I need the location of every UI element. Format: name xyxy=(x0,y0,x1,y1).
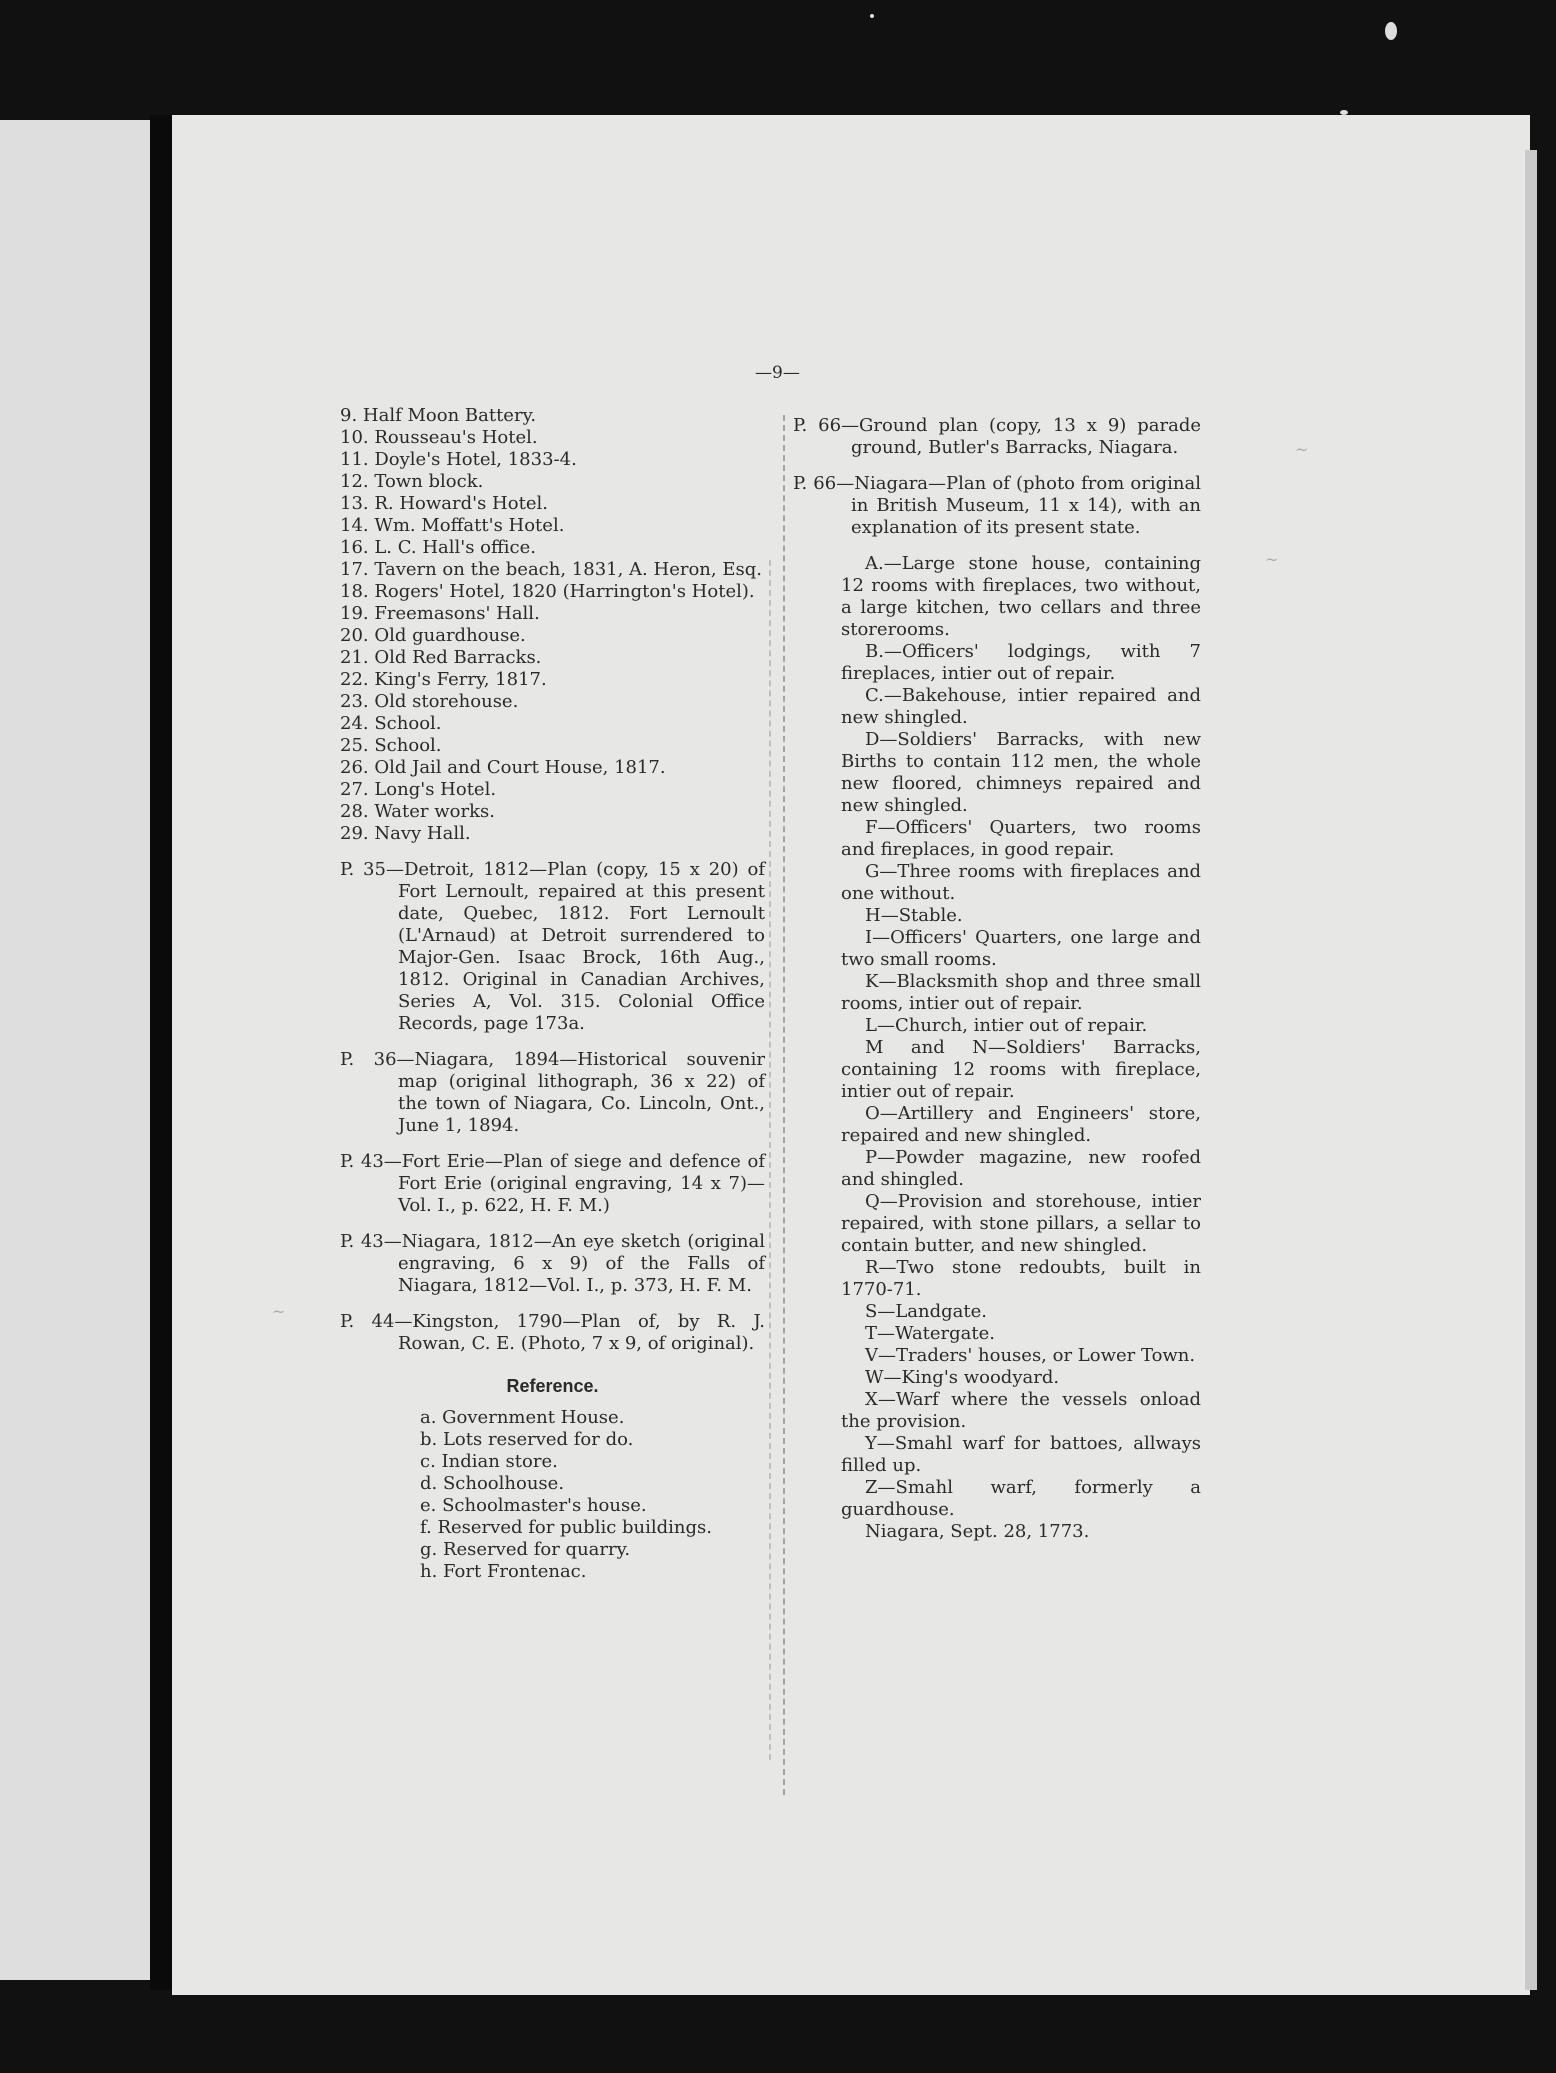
list-item: 10. Rousseau's Hotel. xyxy=(340,427,538,448)
legend-item: S—Landgate. xyxy=(865,1301,987,1322)
plan-legend xyxy=(793,553,1201,1521)
list-item: 16. L. C. Hall's office. xyxy=(340,537,537,558)
reference-item: h. Fort Frontenac. xyxy=(420,1561,587,1582)
list-item: 28. Water works. xyxy=(340,801,495,822)
list-item: 9. Half Moon Battery. xyxy=(340,405,537,426)
legend-item: M and N—Soldiers' Barracks, containing 12 rooms with fireplace, intier out of repair. xyxy=(841,1037,1201,1102)
pencil-note: ~ xyxy=(1265,550,1279,569)
legend-item: T—Watergate. xyxy=(865,1323,996,1344)
pencil-note: ~ xyxy=(272,1302,286,1321)
legend-item: Z—Smahl warf, formerly a guardhouse. xyxy=(841,1477,1201,1520)
legend-item: W—King's woodyard. xyxy=(865,1367,1060,1388)
list-item: 29. Navy Hall. xyxy=(340,823,471,844)
legend-item: O—Artillery and Engineers' store, repaired and new shingled. xyxy=(841,1103,1201,1146)
reference-list xyxy=(340,1407,765,1583)
closing-date: Niagara, Sept. 28, 1773. xyxy=(865,1521,1090,1542)
list-item: 27. Long's Hotel. xyxy=(340,779,497,800)
list-item: 21. Old Red Barracks. xyxy=(340,647,542,668)
legend-item: A.—Large stone house, containing 12 rooms with fireplaces, two without, a large kitchen, two cellars and three storerooms. xyxy=(841,553,1201,640)
book-gutter xyxy=(150,115,172,1990)
map-entries xyxy=(793,415,1201,539)
column-divider xyxy=(783,415,785,1795)
list-item: 23. Old storehouse. xyxy=(340,691,519,712)
catalog-entry: P. 35—Detroit, 1812—Plan (copy, 15 x 20) of Fort Lernoult, repaired at this present date, Quebec, 1812. Fort Lernoult (L'Arnaud) at Detroit surrendered to Major-Gen. Isaac Brock, 16th Aug., 1812. Original in Canadian Archives, Series A, Vol. 315. Colonial Office Records, page 173a. xyxy=(340,859,765,1034)
catalog-entry: P. 66—Ground plan (copy, 13 x 9) parade ground, Butler's Barracks, Niagara. xyxy=(793,415,1201,458)
catalog-entry: P. 43—Niagara, 1812—An eye sketch (original engraving, 6 x 9) of the Falls of Niagara, 1812—Vol. I., p. 373, H. F. M. xyxy=(340,1231,765,1296)
legend-item: Q—Provision and storehouse, intier repaired, with stone pillars, a sellar to contain butter, and new shingled. xyxy=(841,1191,1201,1256)
pencil-note: ~ xyxy=(1295,440,1309,459)
list-item: 18. Rogers' Hotel, 1820 (Harrington's Hotel). xyxy=(340,581,755,602)
column-divider xyxy=(769,560,771,1760)
reference-item: g. Reserved for quarry. xyxy=(420,1539,631,1560)
legend-item: V—Traders' houses, or Lower Town. xyxy=(865,1345,1196,1366)
adjacent-page xyxy=(0,120,150,1980)
legend-item: K—Blacksmith shop and three small rooms, intier out of repair. xyxy=(841,971,1201,1014)
legend-item: D—Soldiers' Barracks, with new Births to contain 112 men, the whole new floored, chimneys repaired and new shingled. xyxy=(841,729,1201,816)
reference-item: f. Reserved for public buildings. xyxy=(420,1517,712,1538)
legend-item: R—Two stone redoubts, built in 1770-71. xyxy=(841,1257,1201,1300)
list-item: 25. School. xyxy=(340,735,442,756)
list-item: 22. King's Ferry, 1817. xyxy=(340,669,547,690)
numbered-list xyxy=(340,405,765,845)
dust-speck xyxy=(870,14,874,18)
reference-item: a. Government House. xyxy=(420,1407,625,1428)
list-item: 14. Wm. Moffatt's Hotel. xyxy=(340,515,565,536)
legend-item: G—Three rooms with fireplaces and one without. xyxy=(841,861,1201,904)
legend-item: L—Church, intier out of repair. xyxy=(865,1015,1148,1036)
list-item: 24. School. xyxy=(340,713,442,734)
catalog-entry: P. 36—Niagara, 1894—Historical souvenir map (original lithograph, 36 x 22) of the town of Niagara, Co. Lincoln, Ont., June 1, 1894. xyxy=(340,1049,765,1136)
list-item: 17. Tavern on the beach, 1831, A. Heron, Esq. xyxy=(340,559,762,580)
reference-item: e. Schoolmaster's house. xyxy=(420,1495,647,1516)
right-column xyxy=(793,415,1201,1543)
left-column xyxy=(340,405,765,1583)
legend-item: I—Officers' Quarters, one large and two small rooms. xyxy=(841,927,1201,970)
page-number: —9— xyxy=(755,363,800,383)
list-item: 13. R. Howard's Hotel. xyxy=(340,493,548,514)
reference-title: Reference. xyxy=(506,1376,599,1396)
list-item: 11. Doyle's Hotel, 1833-4. xyxy=(340,449,577,470)
legend-item: C.—Bakehouse, intier repaired and new shingled. xyxy=(841,685,1201,728)
legend-item: H—Stable. xyxy=(865,905,963,926)
list-item: 20. Old guardhouse. xyxy=(340,625,526,646)
map-entries xyxy=(340,859,765,1355)
legend-item: B.—Officers' lodgings, with 7 fireplaces, intier out of repair. xyxy=(841,641,1201,684)
catalog-entry: P. 66—Niagara—Plan of (photo from original in British Museum, 11 x 14), with an explanation of its present state. xyxy=(793,473,1201,538)
legend-item: P—Powder magazine, new roofed and shingled. xyxy=(841,1147,1201,1190)
legend-item: F—Officers' Quarters, two rooms and fireplaces, in good repair. xyxy=(841,817,1201,860)
reference-item: b. Lots reserved for do. xyxy=(420,1429,634,1450)
catalog-entry: P. 43—Fort Erie—Plan of siege and defence of Fort Erie (original engraving, 14 x 7)—Vol. I., p. 622, H. F. M.) xyxy=(340,1151,765,1216)
legend-item: X—Warf where the vessels onload the provision. xyxy=(841,1389,1201,1432)
list-item: 19. Freemasons' Hall. xyxy=(340,603,540,624)
dust-speck xyxy=(1385,22,1397,40)
dust-speck xyxy=(1340,110,1348,115)
reference-item: c. Indian store. xyxy=(420,1451,558,1472)
page-edge xyxy=(1525,150,1537,1990)
list-item: 12. Town block. xyxy=(340,471,484,492)
legend-item: Y—Smahl warf for battoes, allways filled up. xyxy=(841,1433,1201,1476)
catalog-entry: P. 44—Kingston, 1790—Plan of, by R. J. Rowan, C. E. (Photo, 7 x 9, of original). xyxy=(340,1311,765,1354)
reference-item: d. Schoolhouse. xyxy=(420,1473,565,1494)
list-item: 26. Old Jail and Court House, 1817. xyxy=(340,757,666,778)
